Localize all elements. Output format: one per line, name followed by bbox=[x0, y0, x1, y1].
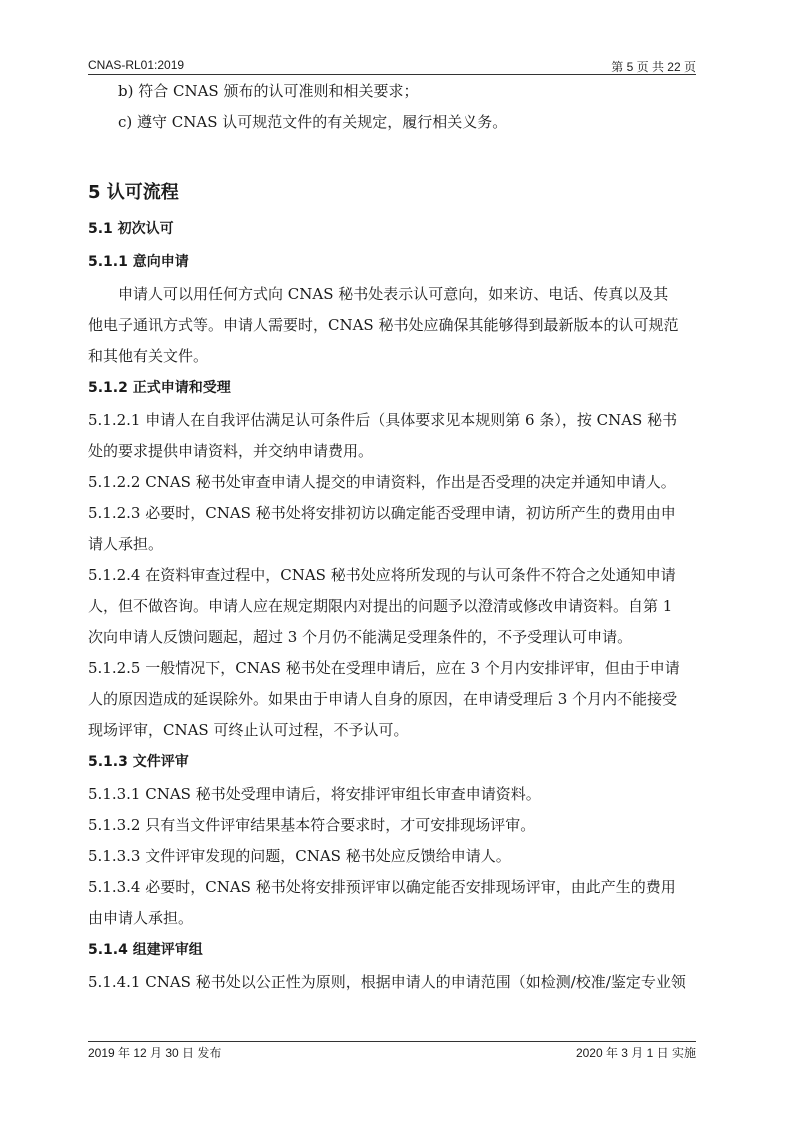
page-footer bbox=[88, 1041, 696, 1062]
paragraph-5-1-3-2 bbox=[88, 810, 708, 841]
paragraph-5-1-4-1 bbox=[88, 967, 708, 998]
paragraph-5-1-2-3 bbox=[88, 498, 708, 560]
paragraph-line: 人的原因造成的延误除外。如果由于申请人自身的原因，在申请受理后 3 个月内不能接受 bbox=[88, 690, 678, 708]
paragraph-line: 由申请人承担。 bbox=[88, 909, 194, 927]
paragraph-line: 次向申请人反馈问题起，超过 3 个月仍不能满足受理条件的，不予受理认可申请。 bbox=[88, 628, 633, 646]
paragraph-5-1-3-4 bbox=[88, 872, 708, 934]
paragraph-line: 5.1.3.2 只有当文件评审结果基本符合要求时，才可安排现场评审。 bbox=[88, 816, 536, 834]
paragraph-5-1-2-1 bbox=[88, 405, 708, 467]
paragraph-5-1-3-3 bbox=[88, 841, 708, 872]
paragraph-line: 处的要求提供申请资料，并交纳申请费用。 bbox=[88, 442, 374, 460]
paragraph-line: 现场评审，CNAS 可终止认可过程，不予认可。 bbox=[88, 721, 409, 739]
paragraph-5-1-2-5 bbox=[88, 653, 708, 746]
effective-date: 2020 年 3 月 1 日 实施 bbox=[575, 1046, 696, 1060]
section-heading-5: 5 认可流程 bbox=[88, 182, 179, 203]
paragraph-line: 请人承担。 bbox=[88, 535, 164, 553]
section-heading-5-1-2: 5.1.2 正式申请和受理 bbox=[88, 380, 231, 396]
paragraph-5-1-1 bbox=[88, 279, 708, 372]
section-heading-5-1: 5.1 初次认可 bbox=[88, 221, 174, 237]
document-body bbox=[88, 76, 708, 998]
section-heading-5-1-4: 5.1.4 组建评审组 bbox=[88, 942, 203, 958]
section-heading-5-1-1: 5.1.1 意向申请 bbox=[88, 254, 189, 270]
paragraph-5-1-2-2 bbox=[88, 467, 708, 498]
paragraph-line: 人，但不做咨询。申请人应在规定期限内对提出的问题予以澄清或修改申请资料。自第 1 bbox=[88, 597, 673, 615]
paragraph-line: 申请人可以用任何方式向 CNAS 秘书处表示认可意向，如来访、电话、传真以及其 bbox=[118, 285, 669, 303]
paragraph-line: 和其他有关文件。 bbox=[88, 347, 209, 365]
list-item-c: c) 遵守 CNAS 认可规范文件的有关规定，履行相关义务。 bbox=[118, 113, 508, 131]
paragraph-line: 5.1.3.4 必要时，CNAS 秘书处将安排预评审以确定能否安排现场评审，由此产生的费用 bbox=[88, 878, 676, 896]
paragraph-line: 5.1.2.3 必要时，CNAS 秘书处将安排初访以确定能否受理申请，初访所产生的费用由申 bbox=[88, 504, 676, 522]
paragraph-line: 5.1.4.1 CNAS 秘书处以公正性为原则，根据申请人的申请范围（如检测/校准/鉴定专业领 bbox=[88, 973, 686, 991]
section-heading-5-1-3: 5.1.3 文件评审 bbox=[88, 754, 189, 770]
paragraph-line: 5.1.3.3 文件评审发现的问题，CNAS 秘书处应反馈给申请人。 bbox=[88, 847, 511, 865]
page-number: 第 5 页 共 22 页 bbox=[611, 60, 696, 74]
issue-date: 2019 年 12 月 30 日 发布 bbox=[88, 1046, 222, 1060]
paragraph-line: 5.1.3.1 CNAS 秘书处受理申请后，将安排评审组长审查申请资料。 bbox=[88, 785, 541, 803]
paragraph-line: 5.1.2.4 在资料审查过程中，CNAS 秘书处应将所发现的与认可条件不符合之处通知申请 bbox=[88, 566, 676, 584]
paragraph-5-1-3-1 bbox=[88, 779, 708, 810]
paragraph-line: 5.1.2.2 CNAS 秘书处审查申请人提交的申请资料，作出是否受理的决定并通知申请人。 bbox=[88, 473, 676, 491]
paragraph-line: 5.1.2.1 申请人在自我评估满足认可条件后（具体要求见本规则第 6 条），按 CNAS 秘书 bbox=[88, 411, 678, 429]
paragraph-line: 他电子通讯方式等。申请人需要时，CNAS 秘书处应确保其能够得到最新版本的认可规范 bbox=[88, 316, 679, 334]
paragraph-line: 5.1.2.5 一般情况下，CNAS 秘书处在受理申请后，应在 3 个月内安排评审，但由于申请 bbox=[88, 659, 680, 677]
paragraph-5-1-2-4 bbox=[88, 560, 708, 653]
list-item-b: b) 符合 CNAS 颁布的认可准则和相关要求； bbox=[118, 82, 419, 100]
page-header bbox=[88, 56, 696, 75]
document-code: CNAS-RL01:2019 bbox=[88, 58, 185, 72]
